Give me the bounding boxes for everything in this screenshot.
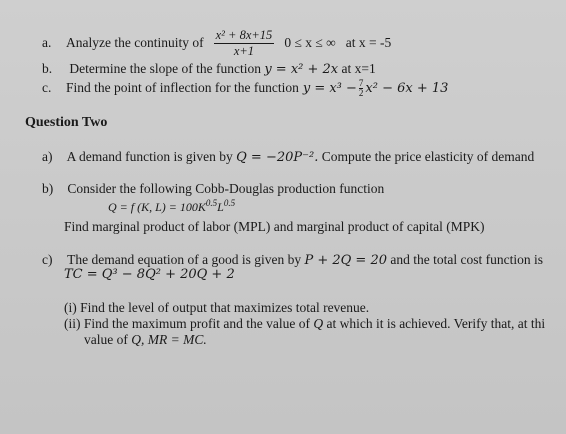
cobb-douglas-formula xyxy=(108,200,235,215)
fraction-numerator: 7 xyxy=(358,77,364,88)
sub-item-text-2: at which it is achieved. Verify that, at thi xyxy=(326,316,546,331)
formula-part-1: Q = f (K, L) = 100K xyxy=(108,200,206,214)
demand-function: Q = −20P⁻². xyxy=(236,150,319,165)
item-2b xyxy=(42,181,384,197)
item-label: b. xyxy=(42,61,53,76)
function-expression: y = x² + 2x xyxy=(264,62,339,77)
item-1b xyxy=(42,61,376,77)
fraction-numerator: x² + 8x+15 xyxy=(215,27,273,42)
item-label: a) xyxy=(42,149,53,164)
sub-item-text-3: value of xyxy=(84,332,128,347)
demand-equation: P + 2Q = 20 xyxy=(304,253,388,268)
item-label: c. xyxy=(42,80,52,95)
sub-item-ii-continued xyxy=(84,332,207,348)
item-text: Find the point of inflection for the function xyxy=(66,80,299,95)
total-cost-function: TC = Q³ − 8Q² + 20Q + 2 xyxy=(64,267,235,282)
formula-part-2: L xyxy=(217,200,224,214)
function-expression-part-2: x² − 6x + 13 xyxy=(365,80,449,96)
item-text: Consider the following Cobb-Douglas production function xyxy=(67,181,385,196)
exponent-l: 0.5 xyxy=(223,198,236,208)
item-2b-instruction: Find marginal product of labor (MPL) and marginal product of capital (MPK) xyxy=(64,219,485,234)
sub-item-i: (i) Find the level of output that maximizes total revenue. xyxy=(64,300,370,315)
fraction-denominator: 2 xyxy=(358,87,364,98)
mr-mc-condition: Q, MR = MC. xyxy=(131,332,207,347)
rational-function xyxy=(214,28,275,59)
section-heading: Question Two xyxy=(25,115,108,130)
item-label: c) xyxy=(42,252,53,267)
item-label: a. xyxy=(42,35,52,50)
sub-item-ii xyxy=(64,316,545,332)
domain-condition: 0 ≤ x ≤ ∞ xyxy=(284,35,336,50)
exponent-k: 0.5 xyxy=(205,198,218,208)
coefficient-fraction xyxy=(359,79,364,98)
item-text: A demand function is given by xyxy=(66,149,233,164)
sub-item-text: (ii) Find the maximum profit and the value of xyxy=(64,316,310,331)
evaluation-point: at x=1 xyxy=(341,61,376,76)
item-2c xyxy=(42,252,543,268)
item-text: The demand equation of a good is given by xyxy=(67,252,302,267)
fraction-denominator: x+1 xyxy=(233,43,255,58)
item-1a xyxy=(42,26,391,60)
item-text: Analyze the continuity of xyxy=(66,35,204,50)
item-text-2: Compute the price elasticity of demand xyxy=(321,149,535,164)
variable-q: Q xyxy=(313,316,324,331)
evaluation-point: at x = -5 xyxy=(345,35,392,50)
item-1c xyxy=(42,76,448,100)
item-text-2: and the total cost function is xyxy=(390,252,543,267)
item-label: b) xyxy=(42,181,54,196)
item-text: Determine the slope of the function xyxy=(69,61,261,76)
function-expression-part-1: y = x³ − xyxy=(302,80,357,96)
item-2a xyxy=(42,149,534,165)
